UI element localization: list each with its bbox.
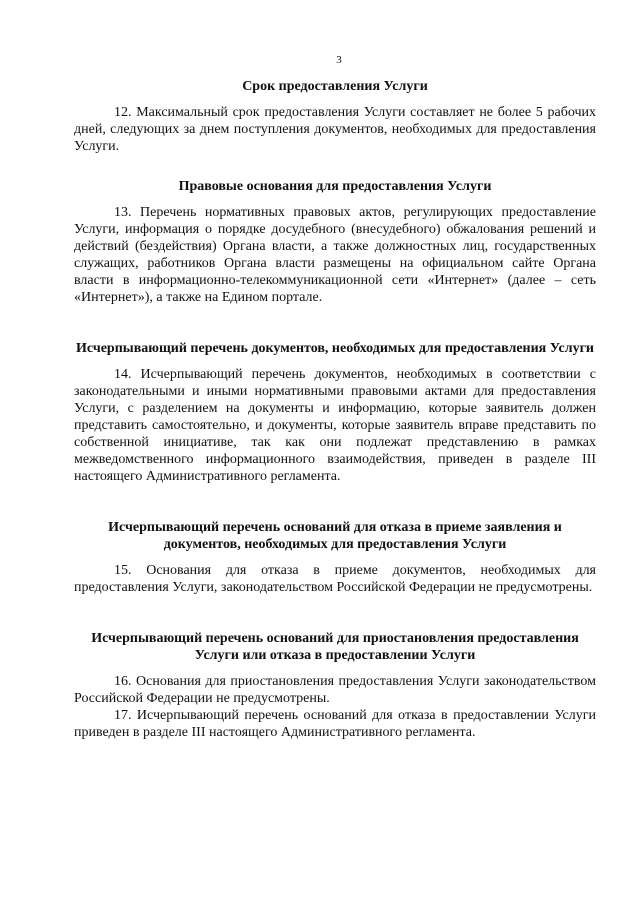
page-number: 3 xyxy=(336,54,342,66)
paragraph-14: 14. Исчерпывающий перечень документов, необходимых в соответствии с законодательными и иными нормативными правовыми актами для предоставления Услуги, с разделением на документы и информацию, которые заявитель должен представить самостоятельно, и документы, которые заявитель вправе представить по собственной инициативе, так как они подлежат представлению в рамках межведомственного информационного взаимодействия, приведен в разделе III настоящего Административного регламента. xyxy=(74,367,596,484)
paragraph-17: 17. Исчерпывающий перечень оснований для отказа в предоставлении Услуги приведен в разделе III настоящего Административного регламента. xyxy=(74,708,596,740)
section-required-documents xyxy=(74,340,596,485)
section-title: Правовые основания для предоставления Услуги xyxy=(178,179,492,194)
section-service-term xyxy=(74,78,596,155)
section-title: Срок предоставления Услуги xyxy=(242,79,428,94)
paragraph-15: 15. Основания для отказа в приеме документов, необходимых для предоставления Услуги, законодательством Российской Федерации не предусмотрены. xyxy=(74,563,596,595)
paragraph-13: 13. Перечень нормативных правовых актов, регулирующих предоставление Услуги, информация о порядке досудебного (внесудебного) обжалования решений и действий (бездействия) Органа власти, а также должностных лиц, государственных служащих, работников Органа власти размещены на официальном сайте Органа власти в информационно-телекоммуникационной сети «Интернет» (далее – сеть «Интернет»), а также на Едином портале. xyxy=(74,205,596,305)
paragraph-16: 16. Основания для приостановления предоставления Услуги законодательством Российской Федерации не предусмотрены. xyxy=(74,674,596,706)
section-suspension-refusal xyxy=(74,630,596,741)
section-refusal-acceptance xyxy=(74,519,596,596)
section-legal-grounds xyxy=(74,178,596,306)
section-title: Исчерпывающий перечень оснований для отказа в приеме заявления и документов, необходимых для предоставления Услуги xyxy=(108,520,562,552)
section-title: Исчерпывающий перечень оснований для приостановления предоставления Услуги или отказа в предоставлении Услуги xyxy=(91,631,579,663)
section-title: Исчерпывающий перечень документов, необходимых для предоставления Услуги xyxy=(76,341,594,356)
paragraph-12: 12. Максимальный срок предоставления Услуги составляет не более 5 рабочих дней, следующих за днем поступления документов, необходимых для предоставления Услуги. xyxy=(74,105,596,154)
